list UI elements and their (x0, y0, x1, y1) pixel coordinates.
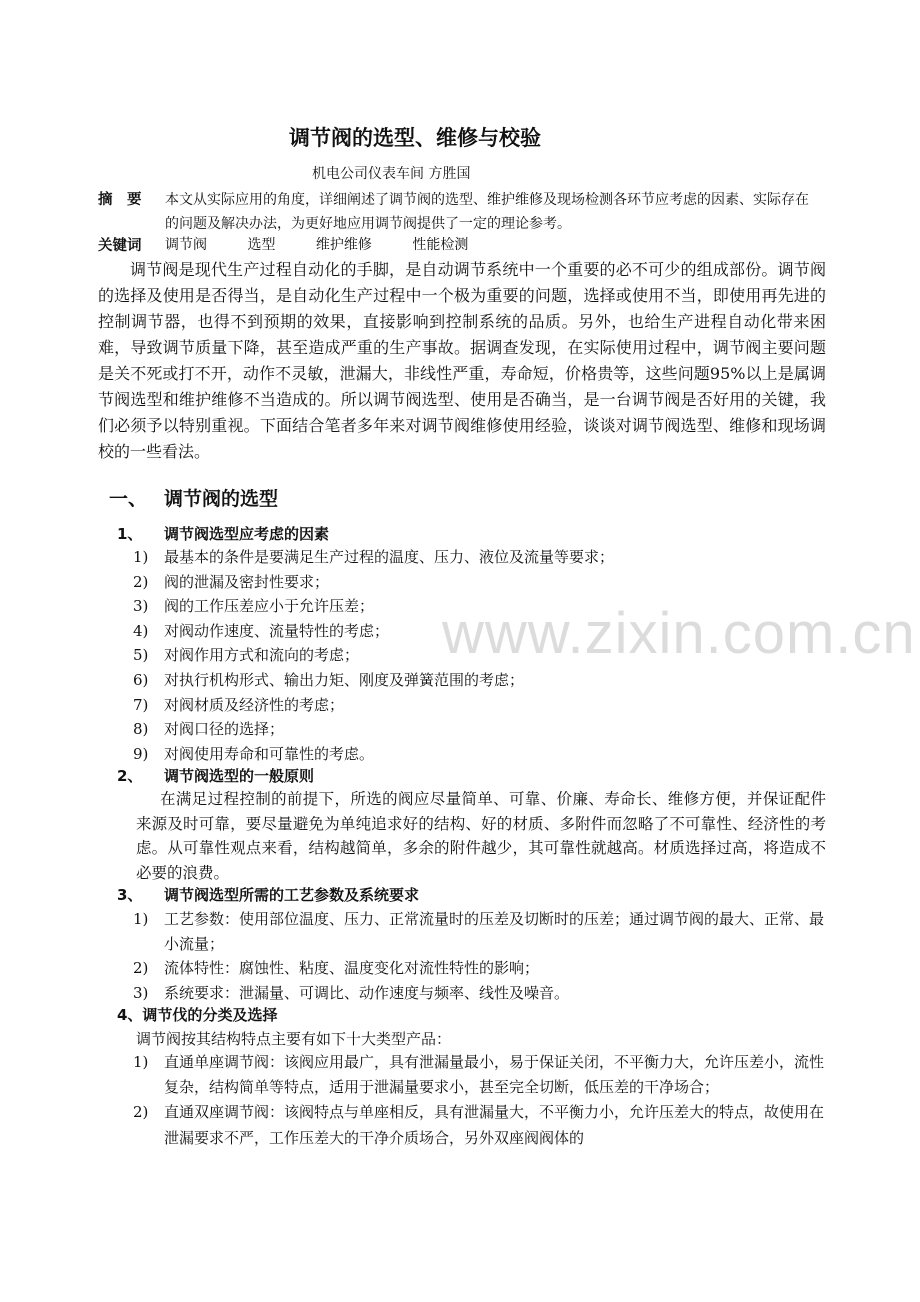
subsection-number: 2、 (117, 767, 143, 785)
list-item: 9) 对阀使用寿命和可靠性的考虑。 (133, 744, 375, 763)
classification-lead: 调节阀按其结构特点主要有如下十大类型产品： (136, 1030, 452, 1048)
list-item: 8) 对阀口径的选择； (133, 720, 285, 739)
subsection-heading (117, 884, 419, 905)
subsection-heading: 4、调节伐的分类及选择 (117, 1006, 278, 1024)
list-item: 5) 对阀作用方式和流向的考虑； (133, 646, 360, 665)
keywords-list (165, 234, 504, 254)
keyword: 选型 (247, 237, 276, 253)
principle-paragraph: 在满足过程控制的前提下，所选的阀应尽量简单、可靠、价廉、寿命长、维修方便，并保证配件来源及时可靠，要尽量避免为单纯追求好的结构、好的材质、多附件而忽略了不可靠性、经济性的考虑。从可靠性观点来看，结构越简单，多余的附件越少，其可靠性就越高。材质选择过高，将造成不必要的浪费。 (136, 790, 826, 882)
list-item: 2) 阀的泄漏及密封性要求； (133, 572, 330, 591)
subsection-heading (117, 765, 314, 786)
section-number: 一、 (109, 488, 148, 510)
parameter-list (133, 907, 828, 1005)
intro-paragraph: 调节阀是现代生产过程自动化的手脚，是自动调节系统中一个重要的必不可少的组成部份。调节阀的选择及使用是否得当，是自动化生产过程中一个极为重要的问题，选择或使用不当，即使用再先进的控制调节器，也得不到预期的效果，直接影响到控制系统的品质。另外，也给生产进程自动化带来困难，导致调节质量下降，甚至造成严重的生产事故。据调查发现，在实际使用过程中，调节阀主要问题是关不死或打不开，动作不灵敏，泄漏大，非线性严重，寿命短，价格贵等，这些问题95%以上是属调节阀选型和维护维修不当造成的。所以调节阀选型、使用是否确当，是一台调节阀是否好用的关键，我们必须予以特别重视。下面结合笔者多年来对调节阀维修使用经验，谈谈对调节阀选型、维修和现场调校的一些看法。 (98, 260, 826, 461)
section-heading (109, 484, 609, 511)
abstract-label: 摘 要 (98, 191, 142, 208)
list-item: 2) 直通双座调节阀：该阀特点与单座相反，具有泄漏量大，不平衡力小，允许压差大的特点，故使用在泄漏要求不严，工作压差大的干净介质场合，另外双座阀阀体的 (133, 1103, 825, 1147)
list-item: 1) 最基本的条件是要满足生产过程的温度、压力、液位及流量等要求； (133, 548, 615, 566)
document-title: 调节阀的选型、维修与校验 (289, 126, 541, 150)
list-item: 1) 工艺参数：使用部位温度、压力、正常流量时的压差及切断时的压差；通过调节阀的最大、正常、最小流量； (133, 910, 825, 953)
keyword: 调节阀 (165, 237, 207, 253)
valve-type-list (133, 1050, 828, 1151)
list-item: 1) 直通单座调节阀：该阀应用最广，具有泄漏量最小，易于保证关闭，不平衡力大，允许压差小，流性复杂，结构简单等特点，适用于泄漏量要求小，甚至完全切断，低压差的干净场合； (133, 1053, 825, 1097)
list-item: 3) 系统要求：泄漏量、可调比、动作速度与频率、线性及噪音。 (133, 983, 570, 1002)
keyword: 维护维修 (315, 237, 372, 253)
subsection-heading (117, 523, 329, 544)
factor-list (133, 545, 614, 766)
subsection-title: 调节阀选型的一般原则 (164, 767, 315, 785)
watermark: www.zixin.com.cn (442, 601, 916, 666)
subsection-number: 1、 (117, 525, 143, 543)
abstract-text: 本文从实际应用的角度，详细阐述了调节阀的选型、维护维修及现场检测各环节应考虑的因素、实际存在的问题及解决办法，为更好地应用调节阀提供了一定的理论参考。 (165, 192, 809, 232)
keywords-label: 关键词 (98, 237, 142, 254)
author-line: 机电公司仪表车间 方胜国 (312, 166, 471, 182)
subsection-title: 调节阀选型应考虑的因素 (164, 525, 330, 543)
subsection-title: 调节阀选型所需的工艺参数及系统要求 (164, 886, 420, 904)
list-item: 7) 对阀材质及经济性的考虑； (133, 695, 345, 714)
list-item: 3) 阀的工作压差应小于允许压差； (133, 597, 375, 616)
list-item: 2) 流体特性：腐蚀性、粘度、温度变化对流性特性的影响； (133, 959, 540, 978)
section-title: 调节阀的选型 (164, 488, 279, 510)
list-item: 6) 对执行机构形式、输出力矩、刚度及弹簧范围的考虑； (133, 670, 525, 689)
subsection-number: 3、 (117, 886, 143, 904)
list-item: 4) 对阀动作速度、流量特性的考虑； (133, 621, 390, 640)
keyword: 性能检测 (412, 237, 469, 253)
